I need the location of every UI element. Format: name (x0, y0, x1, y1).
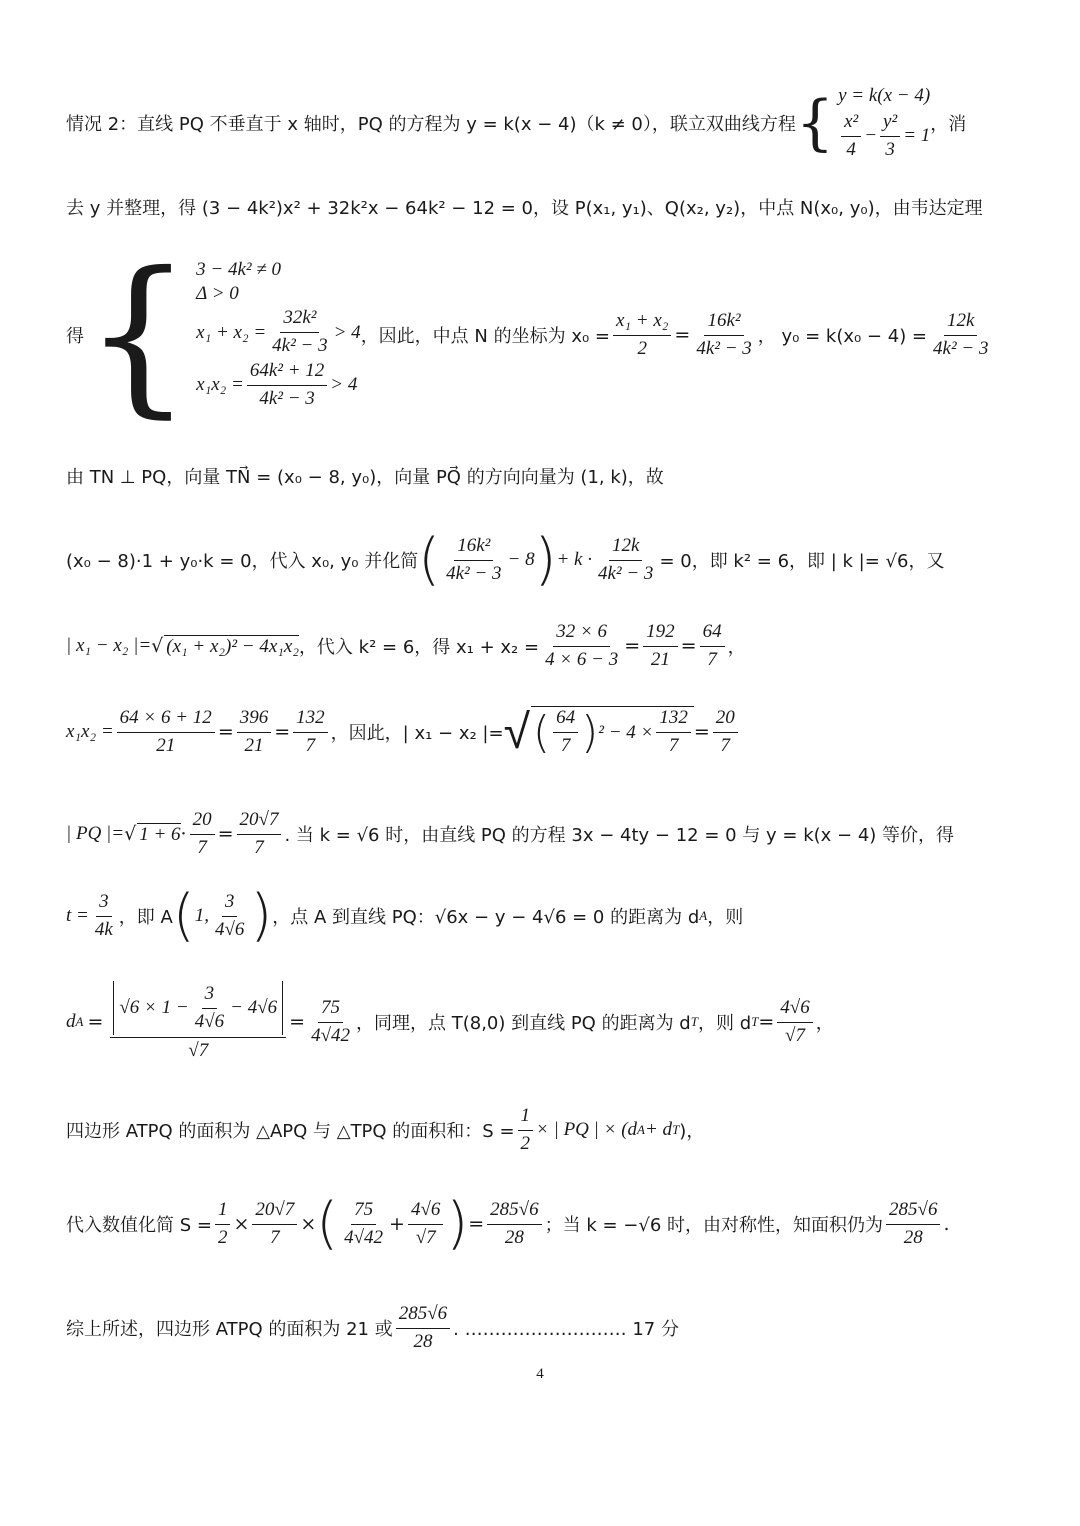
denominator: 7 (305, 734, 316, 756)
equals: = (217, 823, 234, 845)
fraction (247, 360, 327, 411)
denominator: 4√42 (311, 1024, 350, 1046)
paren-left: ( (172, 883, 195, 948)
equals: = (624, 635, 641, 657)
numerator: 1 (518, 1105, 534, 1131)
denominator: 4k² − 3 (259, 387, 315, 409)
numerator: 16k² (454, 535, 493, 561)
text: x₁ + x₂ = (196, 321, 267, 343)
line-9 (66, 884, 743, 948)
text: ，代入 k² = 6，得 x₁ + x₂ = (298, 637, 540, 658)
denominator: 4 × 6 − 3 (545, 648, 619, 670)
text: − 4√6 (230, 996, 278, 1018)
text: x₁x₂ = (196, 374, 244, 396)
text: − 8 (507, 549, 535, 570)
line-5 (66, 528, 944, 592)
text: ；当 k = −√6 时，由对称性，知面积仍为 (544, 1215, 884, 1236)
numerator: 4√6 (408, 1199, 443, 1225)
numerator: 1 (215, 1199, 231, 1225)
numerator: 64k² + 12 (247, 360, 327, 386)
fraction (212, 891, 247, 942)
text: × | PQ | × (d (536, 1119, 638, 1140)
text: ，则 (707, 907, 744, 928)
fraction (237, 809, 282, 860)
denominator: √7 (415, 1226, 436, 1248)
denominator: 4√6 (194, 1010, 225, 1032)
sqrt-sign: √ (124, 823, 137, 845)
equals: = (274, 721, 291, 743)
text: t = (66, 905, 89, 926)
text: ，因此，中点 N 的坐标为 x₀ = (360, 326, 610, 347)
denominator: 4√42 (344, 1226, 384, 1248)
equals: = (468, 1213, 485, 1235)
text: ，因此，| x₁ − x₂ |= (330, 723, 504, 744)
numerator: 32 × 6 (553, 621, 610, 647)
subscript: T (690, 1014, 698, 1029)
fraction (110, 981, 286, 1063)
denominator: 7 (560, 735, 571, 756)
denominator: 7 (720, 734, 731, 756)
paren-right: ) (250, 883, 273, 948)
numerator: 32k² (280, 307, 319, 333)
fraction (693, 310, 754, 361)
text: )， (679, 1121, 705, 1142)
line-1 (66, 78, 966, 168)
sqrt-content: 1 + 6 (139, 823, 181, 845)
numerator: 64 × 6 + 12 (117, 707, 215, 733)
paren-right: ) (534, 527, 557, 592)
paren-left: ( (418, 527, 441, 592)
denominator: 28 (413, 1330, 433, 1352)
text: 得 (66, 326, 84, 347)
denominator: √7 (785, 1024, 805, 1046)
fraction (252, 1199, 297, 1250)
text: 情况 2：直线 PQ 不垂直于 x 轴时，PQ 的方程为 y = k(x − 4)（k ≠ 0），联立双曲线方程 (66, 114, 796, 135)
text: > 4 (330, 374, 358, 396)
text: 综上所述，四边形 ATPQ 的面积为 21 或 (66, 1319, 393, 1340)
denominator: 4√6 (214, 918, 245, 940)
equals: = (758, 1011, 775, 1033)
denominator: 4k² − 3 (597, 562, 654, 584)
sqrt-sign: √ (503, 704, 530, 760)
paren-left: ( (532, 706, 551, 758)
numerator: y² (880, 111, 900, 137)
fraction (293, 707, 328, 758)
denominator: 28 (504, 1226, 524, 1248)
text: = (674, 324, 691, 346)
paren-right: ) (446, 1191, 469, 1256)
numerator: 285√6 (886, 1199, 940, 1225)
denominator: 4k² − 3 (696, 337, 752, 359)
fraction (713, 707, 738, 758)
fraction (308, 997, 353, 1048)
fraction (396, 1303, 450, 1354)
denominator: 7 (197, 836, 207, 858)
numerator: 396 (237, 707, 272, 733)
denominator: 4k² − 3 (933, 337, 989, 359)
system-row: y = k(x − 4) (838, 84, 931, 106)
text: ，则 d (697, 1013, 752, 1034)
fraction (656, 707, 691, 758)
fraction (341, 1199, 386, 1250)
system-row: Δ > 0 (196, 283, 239, 305)
text: . (943, 1213, 950, 1235)
text: ， y₀ = k(x₀ − 4) = (757, 326, 928, 347)
denominator: 7 (668, 735, 679, 756)
numerator: 3 (202, 983, 218, 1009)
subscript: T (672, 1122, 680, 1137)
text: 去 y 并整理，得 (3 − 4k²)x² + 32k²x − 64k² − 12 = 0，设 P(x₁, y₁)、Q(x₂, y₂)，中点 N(x₀, y₀)，由韦达定理 (66, 198, 983, 219)
text: = 0，即 k² = 6，即 | k |= √6，又 (659, 551, 945, 572)
paren-left: ( (316, 1191, 339, 1256)
subscript: A (75, 1014, 84, 1029)
text: ， (815, 1013, 834, 1034)
line-2 (66, 190, 983, 224)
numerator (110, 981, 286, 1039)
numerator: 20√7 (252, 1199, 297, 1225)
text: + (389, 1213, 405, 1235)
text: ，点 A 到直线 PQ：√6x − y − 4√6 = 0 的距离为 d (272, 907, 700, 928)
denominator: 2 (217, 1226, 228, 1248)
fraction (487, 1199, 541, 1250)
fraction (518, 1105, 534, 1156)
text: = (87, 1011, 104, 1033)
text: | PQ |= (66, 823, 125, 844)
system-row (196, 360, 361, 411)
text: . ……………………… 17 分 (453, 1319, 679, 1340)
fraction (613, 310, 671, 361)
system-row (196, 307, 361, 358)
denominator: 7 (254, 836, 264, 858)
fraction (542, 621, 621, 672)
fraction (215, 1199, 231, 1250)
text: + k · (556, 549, 592, 570)
text: · (180, 823, 187, 845)
text: 代入数值化简 S = (66, 1215, 212, 1236)
fraction (930, 310, 991, 361)
denominator: 4k (94, 918, 113, 940)
equals: = (217, 721, 234, 743)
denominator: 21 (244, 734, 264, 756)
system-row: 3 − 4k² ≠ 0 (196, 259, 282, 281)
text: | x₁ − x₂ |= (66, 635, 152, 656)
numerator: 12k (609, 535, 642, 561)
text: ， (727, 637, 746, 658)
page-number: 4 (536, 1366, 544, 1382)
fraction (880, 111, 900, 162)
fraction (700, 621, 725, 672)
text: = 1 (903, 125, 931, 146)
line-12 (66, 1190, 950, 1258)
fraction (269, 307, 330, 358)
paren-right: ) (581, 706, 599, 758)
text: × (300, 1213, 317, 1235)
text: √6 × 1 − (119, 996, 189, 1018)
text: ，即 A (118, 907, 173, 928)
equation-system (196, 259, 361, 410)
text: x₁x₂ = (66, 721, 114, 742)
brace: { (84, 236, 193, 434)
text: + d (644, 1119, 673, 1140)
denominator: 28 (903, 1226, 923, 1248)
denominator: 4k² − 3 (446, 562, 502, 584)
fraction (190, 809, 215, 860)
numerator: 64 (553, 707, 578, 733)
sqrt-content: (x₁ + x₂)² − 4x₁x₂ (166, 635, 299, 657)
denominator: 2 (520, 1132, 531, 1154)
numerator: 3 (96, 891, 112, 917)
fraction (192, 983, 227, 1034)
numerator: 20√7 (237, 809, 282, 835)
numerator: 192 (643, 621, 678, 647)
fraction (553, 707, 578, 758)
text: ，同理，点 T(8,0) 到直线 PQ 的距离为 d (356, 1013, 691, 1034)
denominator: 21 (156, 734, 176, 756)
numerator: 132 (293, 707, 328, 733)
denominator: 4k² − 3 (272, 335, 328, 357)
equals: = (289, 1011, 306, 1033)
subscript: A (637, 1122, 645, 1137)
numerator: 75 (351, 1199, 376, 1225)
text: 四边形 ATPQ 的面积为 △APQ 与 △TPQ 的面积和：S = (66, 1121, 515, 1142)
sqrt-sign: √ (151, 635, 164, 657)
numerator: x₁ + x₂ (613, 310, 671, 336)
minus: − (864, 125, 878, 146)
numerator: 12k (944, 310, 977, 336)
equals: = (693, 721, 710, 743)
fraction (595, 535, 656, 586)
text: × (233, 1213, 250, 1235)
equation-system (838, 85, 930, 162)
text: 由 TN ⊥ PQ，向量 TN⃗ = (x₀ − 8, y₀)，向量 PQ⃗ 的方向向量为 (1, k)，故 (66, 467, 664, 488)
numerator: 132 (656, 707, 691, 733)
subscript: A (699, 908, 708, 923)
line-4 (66, 458, 664, 494)
absolute-value (113, 981, 283, 1036)
line-3 (66, 236, 994, 434)
numerator: 285√6 (396, 1303, 450, 1329)
numerator: 16k² (704, 310, 743, 336)
numerator: 285√6 (487, 1199, 541, 1225)
line-7 (66, 696, 741, 768)
fraction (92, 891, 116, 942)
numerator: 20 (190, 809, 215, 835)
numerator: x² (841, 111, 861, 137)
denominator: √7 (188, 1040, 209, 1062)
denominator: 2 (637, 337, 647, 359)
equals: = (680, 635, 697, 657)
denominator: 7 (707, 648, 717, 670)
text: . 当 k = √6 时，由直线 PQ 的方程 3x − 4ty − 12 = 0 与 y = k(x − 4) 等价，得 (284, 825, 955, 846)
text: > 4 (333, 321, 361, 343)
fraction (408, 1199, 443, 1250)
text: d (66, 1011, 76, 1032)
fraction (237, 707, 272, 758)
fraction (777, 997, 812, 1048)
fraction (886, 1199, 940, 1250)
fraction (443, 535, 504, 586)
fraction (117, 707, 215, 758)
denominator: 7 (270, 1226, 280, 1248)
line-6 (66, 616, 746, 676)
subscript: T (751, 1014, 759, 1029)
text: (x₀ − 8)·1 + y₀·k = 0，代入 x₀, y₀ 并化简 (66, 551, 419, 572)
denominator: 3 (885, 138, 895, 160)
numerator: 20 (713, 707, 738, 733)
denominator: 4 (846, 138, 856, 160)
sqrt-content (531, 706, 694, 758)
numerator: 75 (318, 997, 343, 1023)
line-11 (66, 1102, 704, 1158)
line-8 (66, 804, 954, 864)
fraction (841, 111, 861, 162)
numerator: 4√6 (777, 997, 812, 1023)
denominator: 21 (650, 648, 670, 670)
text: ² − 4 × (598, 721, 654, 743)
fraction (643, 621, 678, 672)
text: ，消 (930, 114, 967, 135)
numerator: 64 (700, 621, 725, 647)
text: 1, (194, 905, 209, 926)
brace: { (795, 88, 835, 158)
line-13 (66, 1298, 679, 1358)
system-row (838, 111, 930, 162)
line-10 (66, 968, 834, 1076)
numerator: 3 (222, 891, 238, 917)
